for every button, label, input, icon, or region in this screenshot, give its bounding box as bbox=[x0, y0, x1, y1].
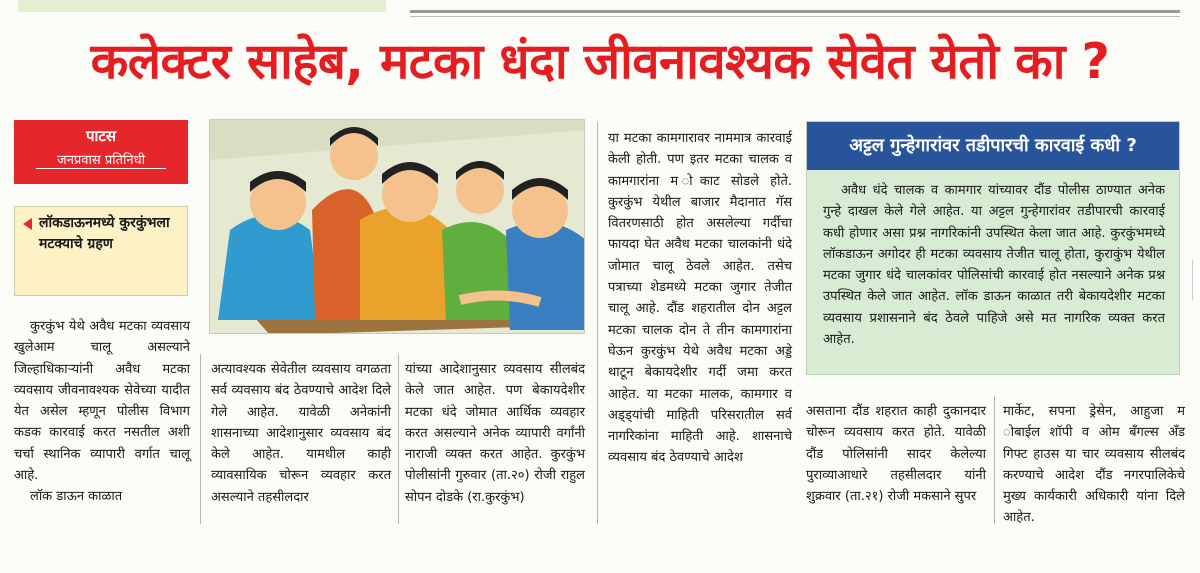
article-paragraph: या मटका कामगारावर नाममात्र कारवाई केली होती. पण इतर मटका चालक व कामगारांना म ोकाट सोडले होते. कुरकुंभ येथील बाजार मैदानात गॅस वितरणसाठी होत असलेल्या गर्दीचा फायदा घेत अवैध मटका चालकांनी धंदे जोमात चालू ठेवले आहेत. तसेच पत्राच्या शेडमध्ये मटका जुगार तेजीत चालू आहे. दौंड शहरातील दोन अट्टल मटका चालक दोन ते तीन कामगारांना घेऊन कुरकुंभ येथे अवैध मटका अड्डे थाटून बेकायदेशीर गर्दी जमा करत आहेत. या मटका मालक, कामगार व अड्ड्यांची माहिती परिसरातील सर्व नागरिकांना माहिती आहे. शासनाचे व्यवसाय बंद ठेवण्याचे आदेश bbox=[608, 131, 792, 466]
gambling-cartoon-illustration bbox=[209, 119, 585, 334]
sidebar-box bbox=[806, 121, 1180, 375]
dateline-underline bbox=[36, 168, 166, 169]
article-paragraph: मार्केट, सपना ड्रेसेन, आहुजा म ोबाईल शॉपी व ओम बँगल्स अँड गिफ्ट हाउस या चार व्यवसाय सीलबंद करण्याचे आदेश दौंड नगरपालिकेचे मुख्य कार्यकारी अधिकारी यांना दिले आहेत. bbox=[1003, 404, 1185, 526]
column-divider bbox=[200, 354, 201, 524]
article-column-3 bbox=[405, 359, 585, 508]
dateline-box bbox=[14, 120, 188, 184]
article-column-1 bbox=[14, 316, 190, 508]
article-column-2 bbox=[211, 359, 391, 508]
sidebar-title: अट्टल गुन्हेगारांवर तडीपारची कारवाई कधी ? bbox=[807, 122, 1179, 170]
top-strip bbox=[18, 0, 386, 12]
column-divider bbox=[994, 396, 995, 524]
article-column-4 bbox=[608, 128, 792, 469]
triangle-pointer-icon bbox=[23, 218, 32, 230]
article-paragraph: लॉक डाऊन काळात bbox=[30, 489, 123, 505]
subheading-box bbox=[14, 206, 188, 296]
article-column-5 bbox=[806, 401, 986, 507]
sidebar-text: अवैध धंदे चालक व कामगार यांच्यावर दौंड पोलीस ठाण्यात अनेक गुन्हे दाखल केले गेले आहेत. या अट्टल गुन्हेगारांवर तडीपारची कारवाई कधी होणार असा प्रश्न नागरिकांनी उपस्थित केला जात आहे. कुरकुंभमध्ये लॉकडाऊन अगोदर ही मटका व्यवसाय तेजीत चालू होता, कुराकुंभ येथील मटका जुगार धंदे चालकांवर पोलिसांची कारवाई होत नसल्याने अनेक प्रश्न उपस्थित केले जात आहेत. लॉक डाऊन काळात तरी बेकायदेशीर मटका व्यवसाय प्रशासनाने बंद ठेवले पाहिजे असे मत नागरिक व्यक्त करत आहेत. bbox=[823, 183, 1165, 348]
article-paragraph: कुरकुंभ येथे अवैध मटका व्यवसाय खुलेआम चालू असल्याने जिल्हाधिकाऱ्यांनी अवैध मटका व्यवसाय जीवनावश्यक सेवेच्या यादीत येत असेल म्हणून पोलीस विभाग कडक कारवाई करत नसतील अशी चर्चा स्थानिक व्यापारी वर्गात चालू आहे. bbox=[14, 319, 190, 484]
subheading-text: लॉकडाऊनमध्ये कुरकुंभला मटक्याचे ग्रहण bbox=[39, 215, 170, 252]
article-paragraph: असताना दौंड शहरात काही दुकानदार चोरून व्यवसाय करत होते. यावेळी दौंड पोलिसांनी सादर केलेल्या पुराव्याआधारे तहसीलदार यांनी शुक्रवार (ता.२१) रोजी मकसाने सुपर bbox=[806, 404, 986, 505]
top-rule-thin bbox=[410, 16, 1180, 17]
headline: कलेक्टर साहेब, मटका धंदा जीवनावश्यक सेवेत येतो का ? bbox=[90, 33, 1110, 90]
article-column-6 bbox=[1003, 401, 1185, 529]
article-paragraph: यांच्या आदेशानुसार व्यवसाय सीलबंद केले जात आहेत. पण बेकायदेशीर मटका धंदे जोमात आर्थिक व्यवहार करत असल्याने अनेक व्यापारी वर्गांनी नाराजी व्यक्त करत आहेत. कुरकुंभ पोलीसांनी गुरुवार (ता.२०) रोजी राहुल सोपन दोडके (रा.कुरकुंभ) bbox=[405, 362, 585, 505]
top-rule bbox=[410, 10, 1180, 13]
page-edge-fragment bbox=[1192, 260, 1200, 300]
article-paragraph: अत्यावश्यक सेवेतील व्यवसाय वगळता सर्व व्यवसाय बंद ठेवण्याचे आदेश दिले गेले आहेत. यावेळी अनेकांनी शासनाच्या आदेशानुसार व्यवसाय बंद केले आहेत. यामधील काही व्यावसायिक चोरून व्यवहार करत असल्याने तहसीलदार bbox=[211, 362, 391, 505]
column-divider bbox=[398, 354, 399, 524]
column-divider bbox=[597, 122, 598, 524]
cartoon-svg bbox=[210, 120, 585, 334]
dateline-place: पाटस bbox=[85, 127, 117, 145]
dateline-reporter: जनप्रवास प्रतिनिधी bbox=[57, 153, 145, 168]
